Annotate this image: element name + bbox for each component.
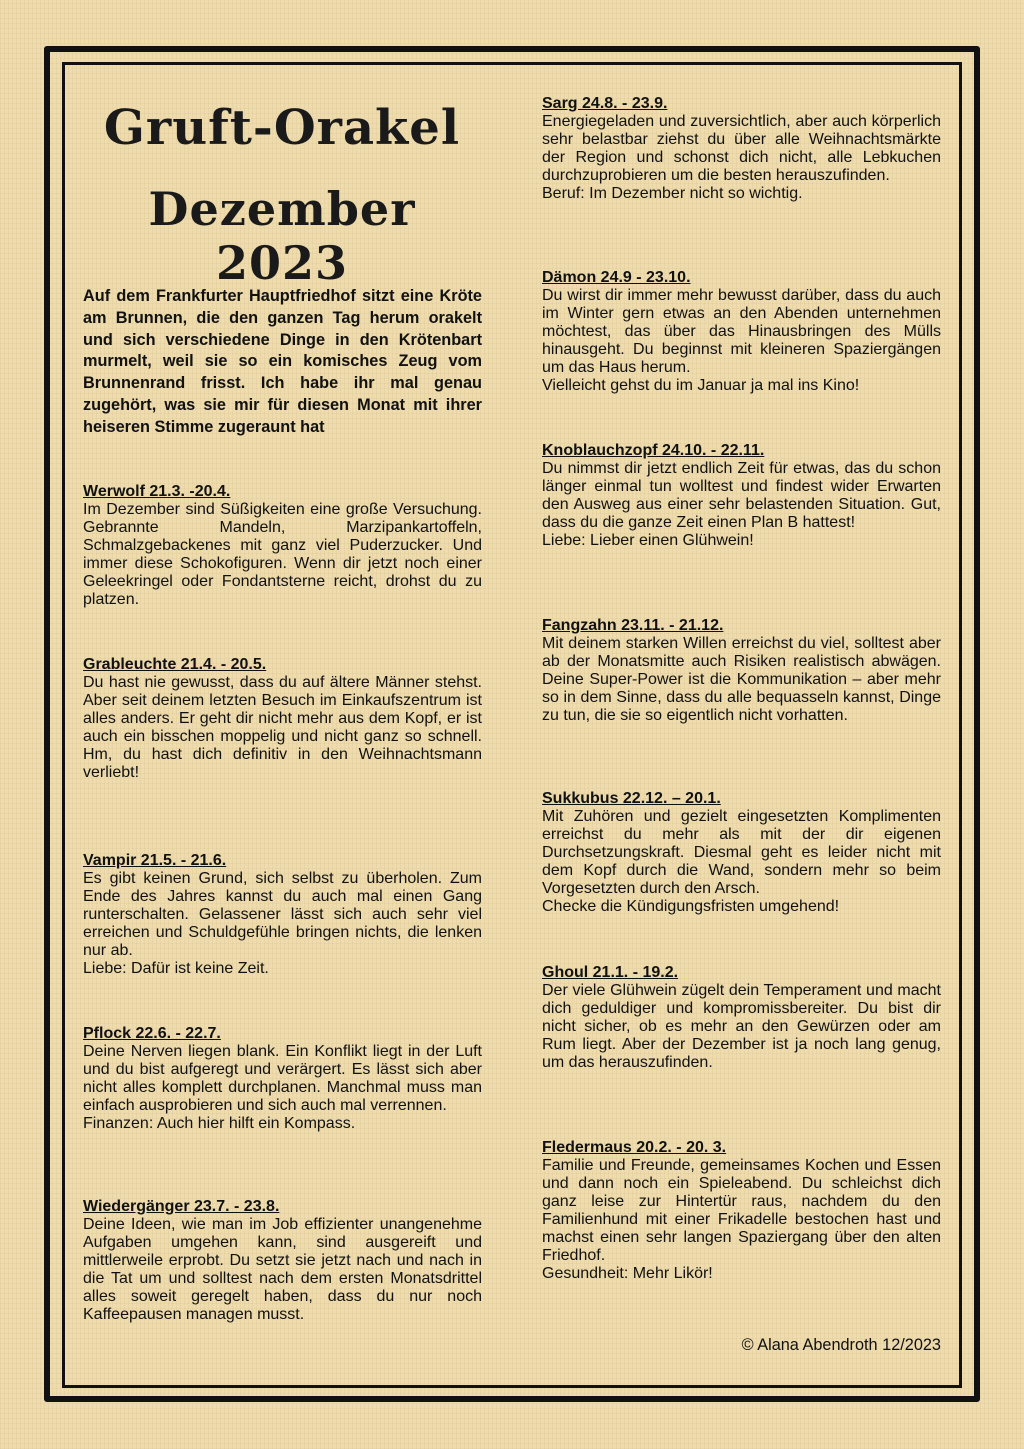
sign-heading: Vampir 21.5. - 21.6. bbox=[83, 852, 227, 869]
horoscope-pflock bbox=[83, 1025, 482, 1133]
sign-text: Im Dezember sind Süßigkeiten eine große Versuchung. Gebrannte Mandeln, Marzipankartoffeln, Schmalzgebackenes mit ganz viel Puderzucker. Und immer diese Schokofiguren. Wenn dir jetzt noch einer Geleekringel oder Fondantsterne reicht, drohst du zu platzen. bbox=[83, 501, 482, 608]
sign-heading: Werwolf 21.3. -20.4. bbox=[83, 483, 231, 500]
sign-heading: Ghoul 21.1. - 19.2. bbox=[542, 964, 679, 981]
sign-text: Deine Nerven liegen blank. Ein Konflikt liegt in der Luft und du bist aufgeregt und verärgert. Es lässt sich aber nicht alles komplett durchplanen. Manchmal muss man einfach ausprobieren und sich auch mal verrennen. Finanzen: Auch hier hilft ein Kompass. bbox=[83, 1043, 482, 1132]
sign-text: Energiegeladen und zuversichtlich, aber auch körperlich sehr belastbar ziehst du über alle Weihnachtsmärkte der Region und schonst dich nicht, alle Lebkuchen durchzuprobieren um die besten herauszufinden. Beruf: Im Dezember nicht so wichtig. bbox=[542, 113, 941, 202]
sign-text: Es gibt keinen Grund, sich selbst zu überholen. Zum Ende des Jahres kannst du auch mal einen Gang runterschalten. Gelassener lässt sich auch sehr viel erreichen und Schuldgefühle bringen nichts, die lenken nur ab. Liebe: Dafür ist keine Zeit. bbox=[83, 870, 482, 977]
horoscope-ghoul bbox=[542, 964, 941, 1072]
horoscope-knoblauchzopf bbox=[542, 442, 941, 550]
horoscope-fledermaus bbox=[542, 1139, 941, 1283]
horoscope-werwolf bbox=[83, 483, 482, 609]
sign-text: Mit deinem starken Willen erreichst du viel, solltest aber ab der Monatsmitte auch Risiken realistisch abwägen. Deine Super-Power ist die Kommunikation – aber mehr so in dem Sinne, dass du alle bequasseln kannst, Dinge zu tun, die sie so eigentlich nicht vorhatten. bbox=[542, 635, 941, 724]
horoscope-sukkubus bbox=[542, 790, 941, 916]
sign-heading: Sarg 24.8. - 23.9. bbox=[542, 95, 668, 112]
sign-heading: Dämon 24.9 - 23.10. bbox=[542, 269, 691, 286]
page-title: Gruft-Orakel bbox=[103, 100, 461, 156]
sign-heading: Knoblauchzopf 24.10. - 22.11. bbox=[542, 442, 765, 459]
copyright-credit: © Alana Abendroth 12/2023 bbox=[741, 1336, 941, 1354]
page-subtitle: Dezember 2023 bbox=[148, 182, 416, 290]
sign-heading: Wiedergänger 23.7. - 23.8. bbox=[83, 1198, 280, 1215]
sign-text: Du nimmst dir jetzt endlich Zeit für etwas, das du schon länger einmal tun wolltest und findest wider Erwarten den Ausweg aus einer sehr belastenden Situation. Gut, dass du die ganze Zeit einen Plan B hattest! Liebe: Lieber einen Glühwein! bbox=[542, 460, 941, 549]
sign-text: Deine Ideen, wie man im Job effizienter unangenehme Aufgaben umgehen kann, sind ausgereift und mittlerweile erprobt. Du setzt sie jetzt nach und nach in die Tat um und solltest nach dem ersten Monatsdrittel alles soweit geregelt haben, dass du nur noch Kaffeepausen managen musst. bbox=[83, 1216, 482, 1323]
sign-text: Familie und Freunde, gemeinsames Kochen und Essen und dann noch ein Spieleabend. Du schleichst dich ganz leise zur Hintertür raus, nachdem du den Familienhund mit einer Frikadelle bestochen hast und machst einen sehr langen Spaziergang über den alten Friedhof. Gesundheit: Mehr Likör! bbox=[542, 1157, 941, 1282]
horoscope-daemon bbox=[542, 269, 941, 395]
sign-text: Du wirst dir immer mehr bewusst darüber, dass du auch im Winter gern etwas an den Abenden unternehmen möchtest, das über das Hinausbringen des Mülls hinausgeht. Du beginnst mit kleineren Spaziergängen um das Haus herum. Vielleicht gehst du im Januar ja mal ins Kino! bbox=[542, 287, 941, 394]
intro-paragraph: Auf dem Frankfurter Hauptfriedhof sitzt eine Kröte am Brunnen, die den ganzen Tag herum orakelt und sich verschiedene Dinge in den Krötenbart murmelt, weil sie so ein komisches Zeug vom Brunnenrand frisst. Ich habe ihr mal genau zugehört, was sie mir für diesen Monat mit ihrer heiseren Stimme zugeraunt hat bbox=[83, 287, 482, 436]
sign-heading: Sukkubus 22.12. – 20.1. bbox=[542, 790, 721, 807]
sign-text: Du hast nie gewusst, dass du auf ältere Männer stehst. Aber seit deinem letzten Besuch im Einkaufszentrum ist alles anders. Er geht dir nicht mehr aus dem Kopf, er ist auch ein bisschen moppelig und nicht ganz so schnell. Hm, du hast dich definitiv in den Weihnachtsmann verliebt! bbox=[83, 674, 482, 781]
sign-heading: Fledermaus 20.2. - 20. 3. bbox=[542, 1139, 727, 1156]
horoscope-grableuchte bbox=[83, 656, 482, 782]
sign-heading: Pflock 22.6. - 22.7. bbox=[83, 1025, 221, 1042]
sign-text: Der viele Glühwein zügelt dein Temperament und macht dich geduldiger und kompromissbereiter. Du bist dir nicht sicher, ob es mehr an den Gewürzen oder am Rum liegt. Aber der Dezember ist ja noch lang genug, um das herauszufinden. bbox=[542, 982, 941, 1071]
sign-text: Mit Zuhören und gezielt eingesetzten Komplimenten erreichst du mehr als mit der dir eigenen Durchsetzungskraft. Diesmal geht es leider nicht mit dem Kopf durch die Wand, sondern mehr so beim Vorgesetzten durch den Arsch. Checke die Kündigungsfristen umgehend! bbox=[542, 808, 941, 915]
sign-heading: Grableuchte 21.4. - 20.5. bbox=[83, 656, 267, 673]
horoscope-sarg bbox=[542, 95, 941, 203]
horoscope-fangzahn bbox=[542, 617, 941, 725]
horoscope-wiedergaenger bbox=[83, 1198, 482, 1324]
horoscope-vampir bbox=[83, 852, 482, 978]
sign-heading: Fangzahn 23.11. - 21.12. bbox=[542, 617, 724, 634]
